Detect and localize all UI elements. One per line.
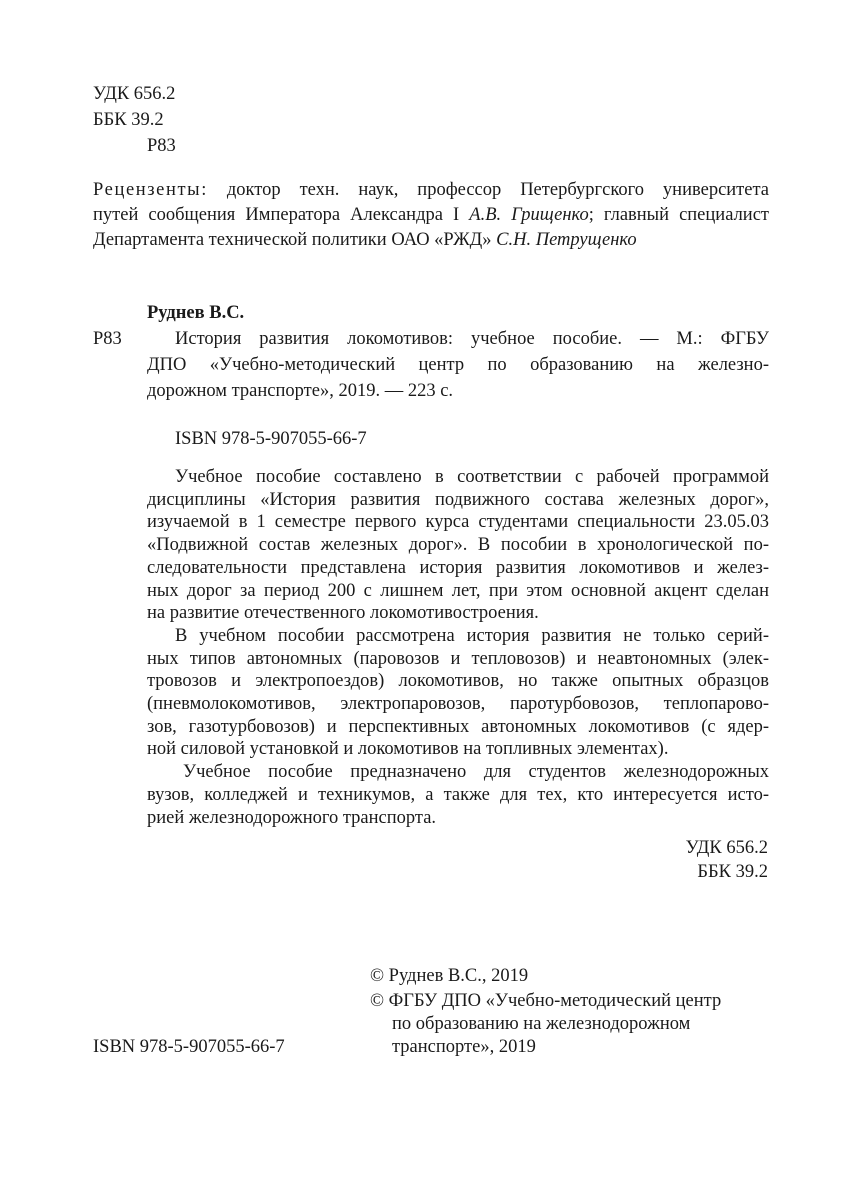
reviewer-name: С.Н. Петрущенко [496, 230, 637, 250]
annotation-line: (пневмолокомотивов, электропаровозов, паротурбовозов, теплопарово- [147, 694, 769, 714]
annotation-line: следовательности представлена история развития локомотивов и желез- [147, 557, 769, 578]
reviewers-text: ; главный специалист [588, 205, 769, 225]
reviewers-line-1 [93, 180, 769, 201]
annotation-line: Учебное пособие составлено в соответствии с рабочей программой [175, 467, 769, 487]
reviewers-text: путей сообщения Императора Александра I [93, 205, 460, 225]
author-mark: Р83 [147, 136, 176, 156]
isbn: ISBN 978-5-907055-66-7 [175, 429, 367, 449]
annotation-line: изучаемой в 1 семестре первого курса студентами специальности 23.05.03 [147, 512, 769, 533]
annotation-line: Учебное пособие предназначено для студентов железнодорожных [183, 762, 769, 783]
copyright-line: по образованию на железнодорожном [392, 1014, 691, 1034]
author-mark: Р83 [93, 329, 122, 349]
author-name: Руднев В.С. [147, 303, 245, 323]
reviewers-label: Рецензенты: [93, 180, 208, 200]
copyright-line: © Руднев В.С., 2019 [370, 966, 529, 986]
annotation-line: ной силовой установкой и локомотивов на топливных элементах). [147, 739, 669, 760]
annotation-line: на развитие отечественного локомотивостроения. [147, 603, 539, 624]
udk-code: УДК 656.2 [93, 84, 176, 104]
annotation-line: В учебном пособии рассмотрена история развития не только серий- [175, 625, 769, 646]
reviewer-name: А.В. Грищенко [469, 205, 589, 225]
copyright-line: транспорте», 2019 [392, 1037, 536, 1057]
annotation-line: вузов, колледжей и техникумов, а также для тех, кто интересуется исто- [147, 784, 769, 805]
reviewers-text: доктор техн. наук, профессор Петербургского университета [226, 180, 769, 200]
bibliography-line: дорожном транспорте», 2019. — 223 с. [147, 381, 454, 401]
annotation-line: ных типов автономных (паровозов и тепловозов) и неавтономных (элек- [147, 648, 769, 669]
bbk-code: ББК 39.2 [93, 110, 164, 130]
reviewers-text: Департамента технической политики ОАО «РЖД» [93, 230, 492, 250]
annotation-line: ных дорог за период 200 с лишнем лет, при этом основной акцент сделан [147, 580, 769, 601]
bibliography-line: ДПО «Учебно-методический центр по образованию на железно- [147, 355, 769, 375]
copyright-line: © ФГБУ ДПО «Учебно-методический центр [370, 991, 722, 1011]
isbn-bottom: ISBN 978-5-907055-66-7 [93, 1037, 285, 1057]
annotation-udk: УДК 656.2 [685, 838, 768, 858]
annotation-line: «Подвижной состав железных дорог». В пособии в хронологической по- [147, 535, 769, 556]
annotation-line: рией железнодорожного транспорта. [147, 807, 437, 828]
annotation-line: зов, газотурбовозов) и перспективных автономных локомотивов (с ядер- [147, 716, 769, 737]
reviewers-line-2 [93, 205, 769, 226]
bibliography-line: История развития локомотивов: учебное пособие. — М.: ФГБУ [175, 329, 769, 349]
annotation-bbk: ББК 39.2 [697, 862, 768, 882]
reviewers-line-3 [93, 230, 637, 251]
annotation-line: дисциплины «История развития подвижного состава железных дорог», [147, 489, 769, 510]
annotation-line: тровозов и электропоездов) локомотивов, но также опытных образцов [147, 671, 769, 692]
